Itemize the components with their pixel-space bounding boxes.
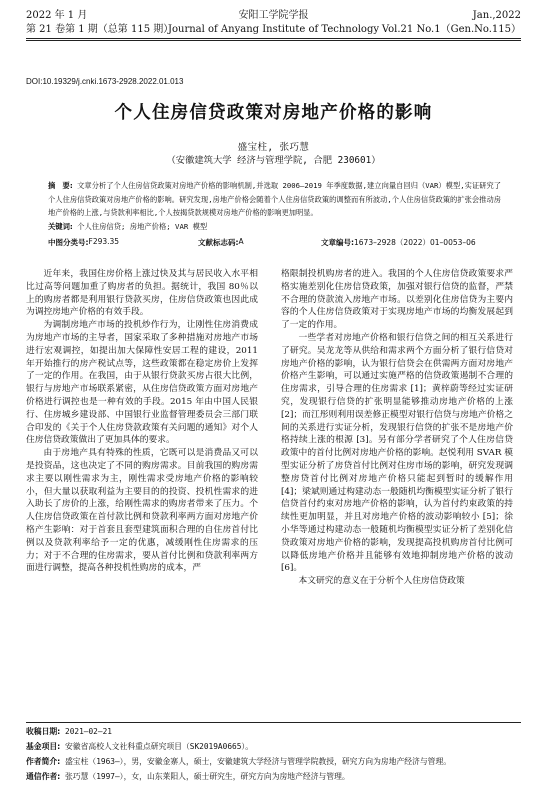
paragraph-continued: 格限制投机购房者的进入。我国的个人住房信贷政策要求严格实施差别化住房信贷政策，加强对银行信贷的监督，严禁不合理的贷款流入房地产市场。以差别化住房信贷为主要内容的个人住房信贷政策对于实现房地产市场的均衡发展起到了一定的作用。	[281, 269, 513, 331]
header-journal-cn: 安阳工学院学报	[238, 10, 309, 21]
paragraph: 为调制房地产市场的投机炒作行为，让刚性住房消费成为房地产市场的主导者，国家采取了多种措施对房地产市场进行宏观调控，如提出加大保障性安居工程的建设，2011 年开始推行的房产税试点等，这些政策都在稳定房价上发挥了一定的作用。在我国，由于从银行贷款买房占很大比例，银行与房地产市场联系紧密，从住房信贷政策方面对房地产价格进行调控也是一种有效的手段。2015 年由中国人民银行、住房城乡建设部、中国银行业监督管理委员会三部门联合印发的《关于个人住房贷款政策有关问题的通知》对个人住房信贷政策做出了更加具体的要求。	[26, 320, 258, 446]
header-journal-en: Journal of Anyang Institute of Technology	[167, 24, 380, 35]
paragraph: 由于房地产具有特殊的性质，它既可以是消费品又可以是投资品，这也决定了不同的购房需求。目前我国的购房需求主要以刚性需求为主，刚性需求受房地产价格的影响较小，但大量以获取利益为主要目的的投资、投机性需求的进入助长了房价的上涨，给刚性需求的购房者带来了压力。个人住房信贷政策在首付款比例和贷款利率两方面对房地产价格产生影响：对于首套且套型建筑面积合理的自住房首付比例以及贷款利率给予一定的优惠，减缓刚性住房需求的压力；对于不合理的住房需求，要从首付比例和贷款利率两方面进行调整，提高各种投机性购房的成本，严	[26, 448, 258, 574]
footnote-rule	[26, 722, 521, 723]
article-title: 个人住房信贷政策对房地产价格的影响	[114, 103, 433, 123]
abstract-text: 文章分析了个人住房信贷政策对房地产价格的影响机制,并选取 2006–2019 年季度数据,建立向量自回归（VAR）模型,实证研究了个人住房信贷政策对房地产价格的影响。研究发现,房地产价格会随着个人住房信贷政策的调整而有所波动,个人住房信贷政策的扩张会推动房地产价格的上涨,与贷款利率相比,个人按揭贷款规模对房地产价格的影响更加明显。	[48, 181, 501, 217]
abstract	[48, 179, 501, 220]
paragraph: 本文研究的意义在于分析个人住房信贷政策	[298, 576, 465, 587]
footnote-label: 收稿日期:	[26, 727, 61, 736]
footnote-fund	[26, 741, 521, 752]
article-no-field	[321, 237, 476, 248]
footnote-label: 作者简介:	[26, 757, 61, 766]
footnote-text: 盛宝柱（1963–），男，安徽金寨人，硕士，安徽建筑大学经济与管理学院教授，研究方向为房地产经济与管理。	[65, 757, 452, 766]
header-date-en: Jan.,2022	[472, 10, 521, 21]
footnote-label: 基金项目:	[26, 742, 61, 751]
clc-field	[48, 237, 120, 248]
keywords-text: 个人住房信贷; 房地产价格; VAR 模型	[77, 222, 208, 231]
header-date: 2022 年 1 月	[26, 10, 88, 21]
clc-label: 中图分类号:	[48, 238, 89, 247]
doc-code-value: A	[238, 237, 244, 246]
article-no-label: 文章编号:	[321, 238, 354, 247]
body-column-right	[281, 268, 513, 588]
doi[interactable]: DOI:10.19329/j.cnki.1673-2928.2022.01.013	[26, 77, 184, 86]
article-no-value: 1673–2928（2022）01–0053–06	[354, 238, 476, 247]
doc-code-field	[198, 237, 244, 248]
footnote-corresponding	[26, 771, 521, 782]
paragraph: 一些学者对房地产价格和银行信贷之间的相互关系进行了研究。吴龙龙等从供给和需求两个方面分析了银行信贷对房地产价格的影响，认为银行信贷会在供需两方面对房地产价格产生影响，可以通过实施严格的信贷政策遏制不合理的住房需求，引导合理的住房需求 [1]；黄梓蔚等经过实证研究，发现银行信贷的扩张明显能够推动房地产价格的上涨 [2]；而江彤则利用误差修正模型对银行信贷与房地产价格之间的关系进行实证分析，发现银行信贷的扩张不是房地产价格持续上涨的根源 [3]。另有部分学者研究了个人住房信贷政策中的首付比例对房地产价格的影响。赵悦利用 SVAR 模型实证分析了房贷首付比例对住房市场的影响，研究发现调整房贷首付比例对房地产价格只能起到暂时的缓解作用 [4]；梁斌则通过构建动态一般随机均衡模型实证分析了银行信贷首付约束对房地产价格的影响，认为首付约束政策的持续性更加明显，并且对房地产价格的波动影响较小 [5]；徐小华等通过构建动态一般随机均衡模型实证分析了差别化信贷政策对房地产价格的影响，发现提高投机购房首付比例可以降低房地产价格并且能够有效地抑制房地产价格的波动 [6]。	[281, 332, 513, 574]
keywords-label: 关键词:	[48, 222, 73, 231]
article-authors: 盛宝柱, 张巧慧	[237, 142, 310, 153]
footnote-text: 张巧慧（1997–），女，山东莱阳人，硕士研究生，研究方向为房地产经济与管理。	[65, 772, 350, 781]
keywords	[48, 222, 501, 232]
header-rule	[26, 38, 521, 39]
body-column-left	[26, 268, 258, 575]
clc-value: F293.35	[88, 237, 120, 246]
header-rule-thin	[26, 40, 521, 41]
footnote-text: 安徽省高校人文社科重点研究项目（SK2019A0665）。	[65, 742, 254, 751]
footnote-label: 通信作者:	[26, 772, 61, 781]
doc-code-label: 文献标志码:	[198, 238, 239, 247]
abstract-label: 摘 要:	[48, 181, 73, 190]
header-volume: 第 21 卷第 1 期（总第 115 期）	[26, 24, 174, 35]
footnote-received	[26, 726, 521, 737]
header-volume-en: Vol.21 No.1（Gen.No.115）	[381, 24, 521, 35]
footnote-author	[26, 756, 521, 767]
paragraph: 近年来，我国住房价格上涨过快及其与居民收入水平相比过高等问题加重了购房者的负担。据统计，我国 80％以上的购房者都是利用银行贷款买房，住房信贷政策也因此成为调控房地产价格的有效手段。	[26, 269, 258, 318]
article-affiliation: （安徽建筑大学 经济与管理学院, 合肥 230601）	[166, 155, 381, 166]
footnote-text: 2021–02–21	[65, 727, 112, 736]
